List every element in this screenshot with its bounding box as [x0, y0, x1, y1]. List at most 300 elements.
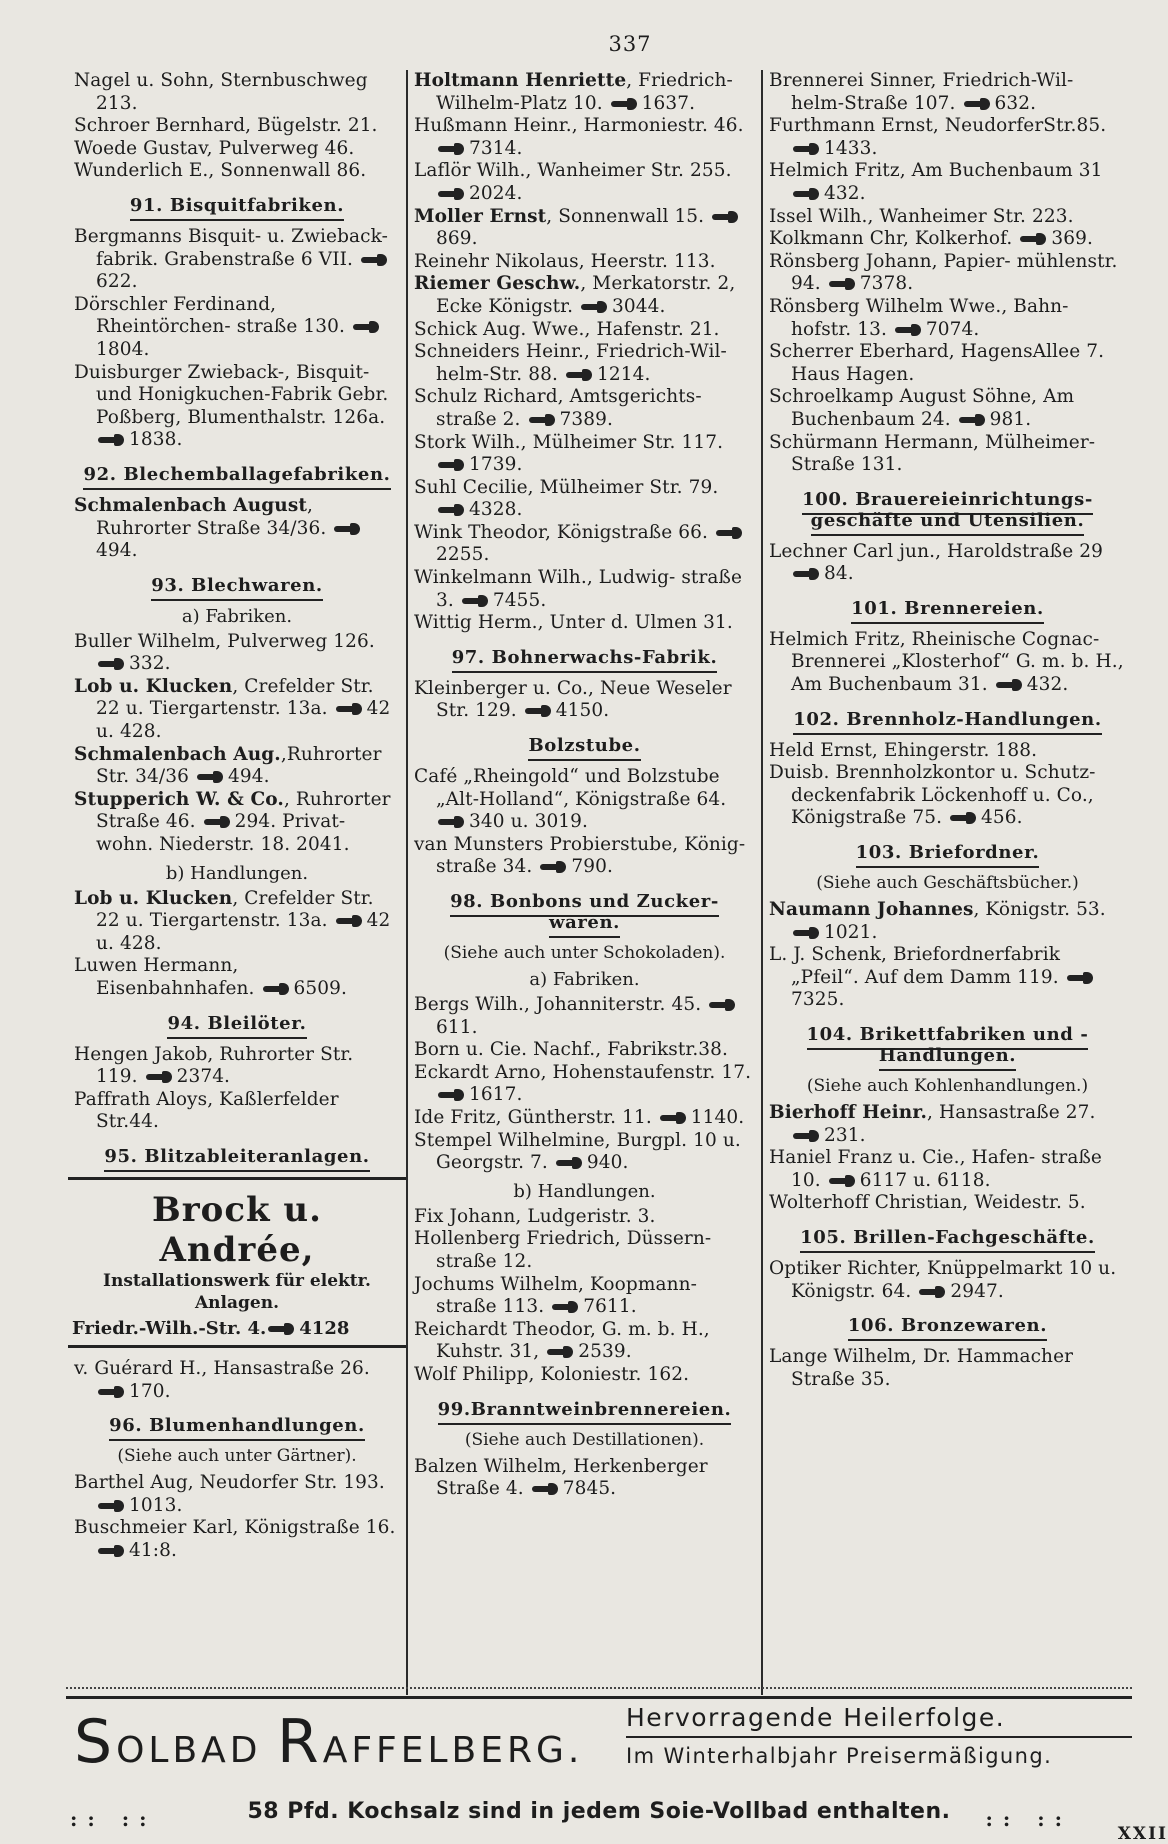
- section-heading-text: 91. Bisquitfabriken.: [130, 195, 344, 221]
- directory-entry: [74, 1358, 400, 1403]
- columns: [68, 70, 1132, 1695]
- entry-name: van Munsters Probierstube: [414, 833, 673, 855]
- directory-entry: [414, 1062, 755, 1107]
- directory-entry: [769, 160, 1126, 205]
- directory-entry: [414, 994, 755, 1039]
- entry-address: , Koopmann- straße 113.: [436, 1273, 697, 1318]
- directory-entry: [769, 341, 1126, 386]
- entry-address: , Mülheimer Str. 117.: [520, 431, 724, 453]
- entry-address: , Mülheimer- Straße 131.: [791, 431, 1096, 476]
- section-heading: [769, 842, 1126, 863]
- directory-entry: [414, 678, 755, 723]
- directory-entry: [769, 541, 1126, 586]
- entry-address: , Neudorfer Str. 193.: [187, 1472, 385, 1494]
- directory-entry: [414, 70, 755, 115]
- directory-entry: [769, 762, 1126, 830]
- footer-colons-right: :: ::: [985, 1807, 1072, 1831]
- footer-dotted-rule: [66, 1687, 1132, 1689]
- entry-address: , Amtsgerichts- straße 2.: [436, 386, 702, 430]
- entry-phone: 42 u. 428.: [96, 698, 391, 743]
- directory-entry: [74, 115, 400, 138]
- directory-entry: [769, 296, 1126, 341]
- directory-entry: [74, 495, 400, 563]
- section-heading-text: 100. Brauereieinrichtungs- geschäfte und Utensilien.: [802, 489, 1093, 536]
- advertisement-title: Brock u. Andrée,: [152, 1189, 322, 1270]
- entry-address: , Ehingerstr. 188.: [871, 739, 1038, 761]
- telephone-icon: [716, 527, 742, 539]
- entry-name: v. Guérard H.: [74, 1357, 202, 1379]
- entry-phone: 170.: [129, 1380, 171, 1402]
- entry-name: Wolf Philipp: [414, 1363, 529, 1385]
- directory-entry: [769, 70, 1126, 115]
- telephone-icon: [98, 1500, 124, 1512]
- entry-name: Lange Wilhelm: [769, 1346, 912, 1368]
- section-heading: [769, 1315, 1126, 1336]
- entry-address: , Königstr. 53.: [973, 899, 1106, 921]
- directory-entry: [414, 1456, 755, 1501]
- directory-entry: [414, 1107, 755, 1130]
- entry-name: Hußmann Heinr.: [414, 115, 572, 137]
- directory-entry: [74, 1044, 400, 1089]
- entry-address: , Bügelstr. 21.: [245, 115, 378, 137]
- telephone-icon: [709, 999, 735, 1011]
- directory-entry: [414, 766, 755, 834]
- telephone-icon: [793, 1130, 819, 1142]
- entry-phone: 2024.: [469, 182, 523, 204]
- telephone-icon: [353, 321, 379, 333]
- telephone-icon: [204, 816, 230, 828]
- directory-entry: [414, 1039, 755, 1062]
- entry-name: Lechner Carl jun.: [769, 540, 936, 562]
- page-number: 337: [608, 32, 652, 56]
- entry-name: Wunderlich E.: [74, 160, 209, 182]
- directory-entry: [74, 294, 400, 362]
- entry-name: Lob u. Klucken: [74, 887, 233, 909]
- entry-address: , Unter d. Ulmen 31.: [537, 612, 733, 634]
- telephone-icon: [1020, 233, 1046, 245]
- directory-entry: [74, 1089, 400, 1134]
- entry-address: , Königstraße 16.: [232, 1517, 396, 1539]
- directory-entry: [414, 567, 755, 612]
- entry-phone: 622.: [96, 271, 138, 293]
- entry-name: Riemer Geschw.: [414, 273, 581, 295]
- directory-entry: [769, 1346, 1126, 1391]
- entry-phone: 42 u. 428.: [96, 910, 391, 954]
- entry-name: Schroelkamp August Söhne: [769, 386, 1032, 408]
- section-heading: [769, 489, 1126, 531]
- entry-address: , Kaßlerfelder Str.44.: [96, 1088, 339, 1133]
- entry-name: Holtmann Henriette: [414, 70, 627, 91]
- entry-name: Brennerei Sinner: [769, 70, 931, 91]
- entry-address: , König- straße 34.: [436, 833, 746, 878]
- section-heading-text: 106. Bronzewaren.: [848, 1315, 1047, 1341]
- entry-address: , Pulverweg 46.: [206, 137, 355, 159]
- entry-name: Laflör Wilh.: [414, 160, 526, 182]
- directory-entry: [74, 70, 400, 115]
- telephone-icon: [959, 414, 985, 426]
- entry-name: Jochums Wilhelm: [414, 1273, 579, 1295]
- section-heading: [414, 647, 755, 668]
- directory-entry: [769, 1258, 1126, 1303]
- entry-phone: 1013.: [129, 1494, 183, 1516]
- telephone-icon: [98, 434, 124, 446]
- footer-winter-note: Im Winterhalbjahr Preisermäßigung.: [626, 1744, 1053, 1768]
- column-2: [408, 70, 763, 1695]
- telephone-icon: [334, 523, 360, 535]
- telephone-icon: [919, 1286, 945, 1298]
- entry-phone: 294. Privat- wohn. Niederstr. 18. 2041.: [96, 811, 350, 856]
- entry-address: , Koloniestr. 162.: [528, 1363, 690, 1385]
- entry-address: , G. m. b. H., Kuhstr. 31,: [436, 1318, 710, 1363]
- entry-name: Bergmanns Bisquit- u. Zwieback-: [74, 225, 388, 247]
- section-heading: [74, 464, 400, 485]
- entry-address: , Sternbuschweg 213.: [96, 70, 368, 114]
- entry-phone: 7314.: [469, 137, 523, 159]
- entry-name: Duisb. Brennholzkontor u. Schutz-: [769, 762, 1096, 784]
- advertisement-phone: 4128: [299, 1317, 350, 1339]
- entry-name: Luwen Hermann: [74, 955, 233, 977]
- entry-name: Haniel Franz u. Cie.: [769, 1147, 960, 1169]
- entry-address: , Merkatorstr. 2, Ecke Königstr.: [436, 273, 736, 317]
- section-heading: [74, 195, 400, 216]
- telephone-icon: [996, 679, 1022, 691]
- entry-address: , Rheinische Cognac- Brennerei „Klosterhof“ G. m. b. H., Am Buchenbaum 31.: [791, 628, 1124, 696]
- directory-entry: [74, 888, 400, 956]
- entry-name: Dörschler Ferdinand: [74, 293, 271, 315]
- entry-name: Wink Theodor: [414, 521, 545, 543]
- entry-phone: 1433.: [824, 137, 878, 159]
- entry-name: Rönsberg Johann: [769, 250, 932, 272]
- telephone-icon: [438, 504, 464, 516]
- directory-entry: [414, 1228, 755, 1273]
- section-heading-text: 94. Bleilöter.: [167, 1013, 306, 1039]
- cross-reference-note: (Siehe auch Destillationen).: [464, 1429, 705, 1450]
- entry-address: , Ruhrorter Str. 119.: [96, 1043, 354, 1088]
- entry-name: Wolterhoff Christian: [769, 1192, 963, 1214]
- entry-address: , Weidestr. 5.: [962, 1192, 1086, 1214]
- directory-entry: [414, 834, 755, 879]
- entry-address: , Papier- mühlenstr. 94.: [791, 250, 1118, 295]
- directory-entry: [414, 522, 755, 567]
- section-heading: [414, 735, 755, 756]
- entry-name: Bierhoff Heinr.: [769, 1102, 928, 1123]
- entry-address: , Harmoniestr. 46.: [571, 115, 744, 137]
- section-heading-text: 101. Brennereien.: [851, 598, 1044, 624]
- telephone-icon: [540, 861, 566, 873]
- section-heading: [769, 709, 1126, 730]
- entry-name: Moller Ernst: [414, 205, 547, 227]
- entry-phone: 4328.: [469, 499, 523, 521]
- entry-address: , Sonnenwall 86.: [208, 160, 367, 182]
- section-heading-text: Bolzstube.: [528, 735, 640, 761]
- entry-phone: 2539.: [578, 1341, 632, 1363]
- telephone-icon: [1067, 972, 1093, 984]
- directory-entry: [414, 341, 755, 386]
- telephone-icon: [547, 1346, 573, 1358]
- telephone-icon: [829, 278, 855, 290]
- directory-entry: [414, 1319, 755, 1364]
- directory-entry: [414, 612, 755, 635]
- directory-entry: [769, 115, 1126, 160]
- entry-address: , HagensAllee 7. Haus Hagen.: [791, 341, 1105, 385]
- directory-entry: [769, 432, 1126, 477]
- entry-phone: 494.: [96, 540, 138, 562]
- entry-name: Suhl Cecilie: [414, 476, 528, 498]
- directory-entry: [769, 1147, 1126, 1192]
- entry-name: Ide Fritz: [414, 1106, 496, 1128]
- telephone-icon: [552, 1301, 578, 1313]
- section-heading-text: 99.Branntweinbrennereien.: [438, 1399, 732, 1425]
- entry-address: , Mülheimer Str. 79.: [527, 476, 719, 498]
- entry-name: Furthmann Ernst: [769, 115, 933, 137]
- entry-address: , Eisenbahnhafen.: [96, 955, 255, 999]
- telephone-icon: [532, 1483, 558, 1495]
- telephone-icon: [566, 369, 592, 381]
- footer-bottom-line: 58 Pfd. Kochsalz sind in jedem Soie-Vollbad enthalten.: [247, 1799, 951, 1824]
- section-heading-text: 102. Brennholz-Handlungen.: [793, 709, 1101, 735]
- entry-phone: 84.: [824, 563, 854, 585]
- directory-entry: [769, 740, 1126, 763]
- entry-address: , Am Buchenbaum 24.: [791, 386, 1075, 430]
- telephone-icon: [438, 816, 464, 828]
- entry-name: Issel Wilh.: [769, 205, 868, 227]
- entry-phone: 7074.: [925, 318, 980, 340]
- entry-phone: 1617.: [469, 1084, 523, 1106]
- entry-name: Eckardt Arno: [414, 1061, 541, 1083]
- entry-name: Hengen Jakob: [74, 1043, 208, 1065]
- entry-name: Café „Rheingold“ und Bolzstube: [414, 766, 720, 788]
- entry-phone: 3044.: [612, 295, 666, 317]
- section-heading-text: 103. Briefordner.: [856, 842, 1040, 868]
- directory-entry: [74, 631, 400, 676]
- directory-entry: [414, 1130, 755, 1175]
- entry-address: , Dr. Hammacher Straße 35.: [791, 1346, 1074, 1390]
- advertisement-line: Installationswerk für elektr.: [103, 1270, 371, 1291]
- directory-entry: [74, 226, 400, 294]
- roman-page-number: XXII: [1117, 1824, 1168, 1844]
- telephone-icon: [98, 658, 124, 670]
- directory-entry: [74, 789, 400, 857]
- entry-name: Paffrath Aloys: [74, 1088, 208, 1110]
- entry-phone: 494.: [227, 766, 270, 788]
- entry-phone: 632.: [994, 92, 1037, 114]
- entry-address: , Neue Weseler Str. 129.: [436, 677, 732, 722]
- footer-right-block: [626, 1703, 1132, 1768]
- directory-entry: [414, 1274, 755, 1319]
- entry-phone: 7611.: [583, 1296, 637, 1318]
- entry-phone: 981.: [989, 408, 1032, 430]
- entry-address: , Hansastraße 27.: [927, 1102, 1096, 1123]
- entry-address: , Ludgeristr. 3.: [515, 1205, 656, 1227]
- directory-entry: [414, 432, 755, 477]
- telephone-icon: [529, 414, 555, 426]
- entry-phone: 7845.: [562, 1478, 617, 1500]
- telephone-icon: [525, 705, 551, 717]
- telephone-icon: [263, 983, 289, 995]
- entry-phone: 369.: [1051, 228, 1093, 250]
- section-heading: [769, 1227, 1126, 1248]
- footer-brand: [74, 1707, 583, 1777]
- telephone-icon: [712, 211, 738, 223]
- entry-phone: 2947.: [950, 1280, 1004, 1302]
- subsection-heading: b) Handlungen.: [165, 862, 309, 884]
- directory-entry: [414, 319, 755, 342]
- advertisement-line: Anlagen.: [194, 1292, 279, 1313]
- cross-reference-note: (Siehe auch Geschäftsbücher.): [816, 873, 1079, 894]
- directory-entry: [414, 1364, 755, 1387]
- telephone-icon: [146, 1071, 172, 1083]
- telephone-icon: [438, 1089, 464, 1101]
- brand-part-1: OLBAD: [116, 1730, 277, 1771]
- entry-phone: 231.: [824, 1124, 866, 1146]
- subsection-heading: b) Handlungen.: [513, 1180, 656, 1202]
- entry-address: , Wanheimer Str. 223.: [867, 205, 1074, 227]
- footer-colons-left: :: ::: [70, 1807, 157, 1831]
- section-heading-text: 105. Brillen-Fachgeschäfte.: [800, 1227, 1095, 1253]
- entry-address: , Johanniterstr. 45.: [524, 994, 702, 1015]
- entry-address: , Crefelder Str. 22 u. Tiergartenstr. 13a.: [96, 887, 374, 932]
- entry-phone: 7455.: [492, 589, 547, 611]
- subsection-heading: a) Fabriken.: [181, 605, 293, 627]
- section-heading: [74, 1146, 400, 1167]
- entry-address: deckenfabrik Löckenhoff u. Co., Königstraße 75.: [791, 784, 1094, 829]
- entry-address: , Ruhrorter Straße 46.: [96, 788, 391, 833]
- entry-name: Buschmeier Karl: [74, 1517, 233, 1539]
- directory-entry: [74, 1472, 400, 1517]
- entry-name: Schroer Bernhard: [74, 115, 246, 137]
- entry-phone: 1637.: [641, 92, 696, 114]
- section-heading-text: 92. Blechemballagefabriken.: [83, 464, 390, 490]
- section-heading-text: 104. Brikettfabriken und -Handlungen.: [807, 1024, 1089, 1071]
- entry-name: Helmich Fritz: [769, 160, 900, 182]
- section-heading-text: 95. Blitzableiteranlagen.: [104, 1146, 369, 1172]
- entry-name: Stempel Wilhelmine: [414, 1129, 605, 1151]
- section-heading-text: 96. Blumenhandlungen.: [109, 1415, 365, 1441]
- entry-address: , Ludwig- straße 3.: [436, 567, 743, 611]
- section-heading: [74, 1415, 400, 1436]
- advertisement-street: Friedr.-Wilh.-Str. 4.: [72, 1317, 267, 1339]
- entry-name: Balzen Wilhelm: [414, 1455, 562, 1477]
- entry-address: , Fabrikstr.38.: [595, 1039, 729, 1061]
- brand-initial-r: R: [276, 1707, 323, 1777]
- cross-reference-note: (Siehe auch Kohlenhandlungen.): [806, 1076, 1089, 1096]
- telephone-icon: [793, 188, 819, 200]
- directory-entry: [769, 386, 1126, 431]
- entry-address: „Alt-Holland“, Königstraße 64.: [436, 788, 727, 810]
- entry-name: Buller Wilhelm: [74, 630, 216, 652]
- entry-name: Duisburger Zwieback-, Bisquit-: [74, 361, 370, 383]
- directory-entry: [414, 206, 755, 251]
- entry-phone: 2255.: [436, 544, 490, 566]
- section-heading: [414, 891, 755, 933]
- directory-entry: [414, 386, 755, 431]
- entry-phone: 432.: [1026, 674, 1069, 696]
- entry-address: , Kolkerhof.: [902, 228, 1013, 250]
- entry-phone: 340 u. 3019.: [469, 811, 589, 833]
- telephone-icon: [438, 459, 464, 471]
- entry-name: Rönsberg Wilhelm Wwe.: [769, 295, 1002, 317]
- directory-entry: [769, 251, 1126, 296]
- entry-address: und Honigkuchen-Fabrik Gebr. Poßberg, Blumenthalstr. 126a.: [96, 384, 389, 428]
- telephone-icon: [950, 812, 976, 824]
- entry-phone: 790.: [571, 856, 613, 878]
- telephone-icon: [98, 1545, 124, 1557]
- telephone-icon: [611, 98, 637, 110]
- section-heading: [74, 1013, 400, 1034]
- column-1: [68, 70, 408, 1695]
- telephone-icon: [438, 188, 464, 200]
- entry-name: Hollenberg Friedrich: [414, 1228, 615, 1250]
- entry-phone: 332.: [129, 653, 171, 675]
- cross-reference-note: (Siehe auch unter Gärtner).: [117, 1446, 357, 1467]
- entry-name: Nagel u. Sohn: [74, 70, 209, 91]
- directory-entry: [74, 744, 400, 789]
- entry-address: , Haroldstraße 29: [935, 540, 1103, 562]
- entry-phone: 1021.: [824, 921, 878, 943]
- cross-reference-note: (Siehe auch unter Schokoladen).: [443, 943, 726, 963]
- entry-name: Barthel Aug: [74, 1472, 188, 1494]
- entry-address: , Knüppelmarkt 10 u. Königstr. 64.: [791, 1257, 1117, 1302]
- telephone-icon: [829, 1175, 855, 1187]
- section-heading: [769, 1024, 1126, 1066]
- entry-name: Reinehr Nikolaus: [414, 250, 579, 272]
- entry-name: Fix Johann: [414, 1205, 516, 1227]
- entry-address: , Bahn- hofstr. 13.: [791, 295, 1069, 340]
- entry-address: , Crefelder Str. 22 u. Tiergartenstr. 13a.: [96, 675, 374, 720]
- directory-entry: [769, 206, 1126, 229]
- entry-address: , Pulverweg 126.: [215, 630, 375, 652]
- entry-address: , Düssern- straße 12.: [436, 1228, 712, 1272]
- entry-name: Reichardt Theodor: [414, 1318, 590, 1340]
- entry-phone: 869.: [436, 228, 478, 250]
- entry-address: , Ruhrorter Straße 34/36.: [96, 494, 327, 539]
- entry-phone: 7389.: [559, 408, 613, 430]
- entry-name: Schneiders Heinr.: [414, 341, 585, 363]
- directory-entry: [74, 955, 400, 1000]
- directory-entry: [74, 362, 400, 452]
- entry-address: fabrik. Grabenstraße 6 VII.: [96, 248, 354, 270]
- telephone-icon: [438, 143, 464, 155]
- entry-address: , Hansastraße 26.: [201, 1357, 370, 1379]
- entry-address: , Friedrich-Wil- helm-Straße 107.: [791, 70, 1074, 114]
- advertisement-box: [68, 1177, 406, 1348]
- directory-entry: [414, 477, 755, 522]
- entry-address: , Sonnenwall 15.: [546, 205, 705, 227]
- entry-phone: 7325.: [791, 989, 845, 1011]
- entry-name: Held Ernst: [769, 739, 872, 761]
- entry-phone: 1140.: [690, 1106, 745, 1128]
- entry-address: , Rheintörchen- straße 130.: [96, 293, 345, 338]
- entry-name: Optiker Richter: [769, 1257, 916, 1279]
- directory-entry: [769, 944, 1126, 1012]
- entry-name: Stupperich W. & Co.: [74, 788, 284, 810]
- entry-address: , Hohenstaufenstr. 17.: [540, 1061, 752, 1083]
- entry-phone: 41:8.: [129, 1539, 177, 1561]
- directory-entry: [74, 1517, 400, 1562]
- entry-name: Helmich Fritz: [769, 628, 900, 650]
- entry-name: L. J. Schenk: [769, 944, 882, 966]
- telephone-icon: [268, 1323, 294, 1335]
- telephone-icon: [793, 927, 819, 939]
- brand-part-2: AFFELBERG.: [322, 1730, 584, 1771]
- telephone-icon: [98, 1386, 124, 1398]
- entry-phone: 4150.: [555, 700, 610, 722]
- entry-phone: 2374.: [176, 1066, 231, 1088]
- section-heading-text: 97. Bohnerwachs-Fabrik.: [452, 647, 718, 673]
- entry-phone: 1838.: [129, 429, 183, 451]
- telephone-icon: [660, 1112, 686, 1124]
- entry-address: , Briefordnerfabrik „Pfeil“. Auf dem Damm 119.: [791, 944, 1061, 988]
